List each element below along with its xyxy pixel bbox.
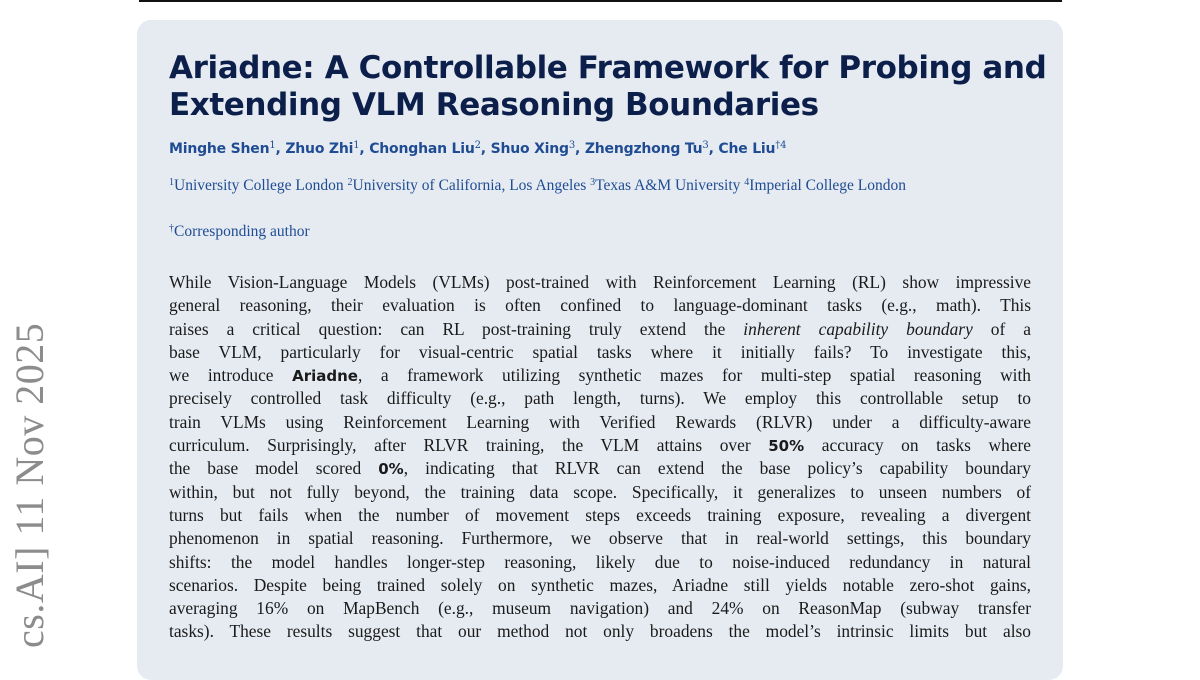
- abstract-emphasis-bold: Ariadne: [292, 367, 358, 386]
- affiliation-mark: 4: [744, 177, 750, 188]
- author-affiliation-mark: †4: [775, 140, 787, 151]
- abstract-text: shifts: the model handles longer-step reasoning, likely due to noise-induced redundancy in natural: [169, 551, 1031, 572]
- abstract-emphasis-bold: 0%: [378, 460, 404, 479]
- corresponding-author-note: [169, 222, 1031, 242]
- author-name[interactable]: Minghe Shen: [169, 141, 270, 157]
- author-affiliation-mark: 2: [474, 140, 481, 151]
- abstract-line: [169, 318, 1031, 341]
- abstract-text: we introduce: [169, 365, 293, 386]
- affiliation-name: University of California, Los Angeles: [352, 177, 587, 194]
- abstract-text: of a: [972, 318, 1031, 339]
- abstract-line: [169, 457, 1031, 480]
- affiliation-mark: 2: [347, 177, 353, 188]
- abstract-line: [169, 294, 1031, 317]
- author-name[interactable]: Zhuo Zhi: [285, 141, 354, 157]
- abstract-text: raises a critical question: can RL post-training truly extend the: [169, 318, 744, 339]
- affiliation-mark: 1: [169, 177, 174, 188]
- author-name[interactable]: Zhengzhong Tu: [584, 141, 703, 157]
- top-rule: [139, 0, 1062, 2]
- abstract-text: train VLMs using Reinforcement Learning with Verified Rewards (RLVR) under a difficulty-aware: [169, 411, 1031, 432]
- abstract-line: [169, 271, 1031, 294]
- abstract-text: accuracy on tasks where: [804, 435, 1032, 456]
- author-name[interactable]: Shuo Xing: [490, 141, 569, 157]
- abstract-text: averaging 16% on MapBench (e.g., museum navigation) and 24% on ReasonMap (subway transfer: [169, 598, 1031, 619]
- abstract-text: tasks). These results suggest that our method not only broadens the model’s intrinsic limits but also: [169, 621, 1031, 642]
- corresponding-mark: †: [169, 223, 174, 234]
- abstract-line: [169, 341, 1031, 364]
- affiliation-name: Imperial College London: [749, 177, 906, 194]
- abstract-line: [169, 481, 1031, 504]
- abstract-text: While Vision-Language Models (VLMs) post-trained with Reinforcement Learning (RL) show impressive: [169, 272, 1031, 292]
- author-affiliation-mark: 1: [353, 140, 360, 151]
- abstract-line: [169, 551, 1031, 574]
- affiliation-name: University College London: [174, 177, 344, 194]
- author-list: Minghe Shen$^1$, Zhuo Zhi$^1$, Chonghan Liu$^2$, Shuo Xing$^3$, Zhengzhong Tu$^3$, Che Liu$^{\dagger 4}$: [169, 140, 787, 157]
- abstract-text: general reasoning, their evaluation is often confined to language-dominant tasks (e.g., math). This: [169, 295, 1031, 316]
- abstract-line: [169, 574, 1031, 597]
- author-affiliation-mark: 1: [269, 140, 276, 151]
- author-affiliation-mark: 3: [702, 140, 709, 151]
- abstract-emphasis-italic: inherent capability boundary: [743, 318, 973, 339]
- abstract-text: , indicating that RLVR can extend the base policy’s capability boundary: [403, 458, 1031, 479]
- abstract-text: turns but fails when the number of movement steps exceeds training exposure, revealing a divergent: [169, 504, 1031, 525]
- paper-title: Ariadne: A Controllable Framework for Probing and Extending VLM Reasoning Boundaries: [169, 50, 1047, 123]
- corresponding-text: Corresponding author: [174, 223, 310, 240]
- abstract-line: [169, 597, 1031, 620]
- abstract-text: within, but not fully beyond, the training data scope. Specifically, it generalizes to unseen numbers of: [169, 481, 1031, 502]
- abstract-line: [169, 620, 1031, 643]
- abstract-text: curriculum. Surprisingly, after RLVR training, the VLM attains over: [169, 435, 769, 456]
- affiliation-name: Texas A&M University: [595, 177, 741, 194]
- affiliation-mark: 3: [590, 177, 596, 188]
- abstract-line: [169, 434, 1031, 457]
- abstract-line: [169, 364, 1031, 387]
- author-affiliation-mark: 3: [568, 140, 576, 151]
- author-name[interactable]: Chonghan Liu: [369, 141, 475, 157]
- abstract-line: [169, 527, 1031, 550]
- abstract-text: scenarios. Despite being trained solely on synthetic mazes, Ariadne still yields notable zero-shot gains,: [169, 574, 1031, 595]
- abstract-line: [169, 504, 1031, 527]
- arxiv-side-stamp: cs.AI] 11 Nov 2025: [7, 322, 52, 648]
- abstract-text: phenomenon in spatial reasoning. Furthermore, we observe that in real-world settings, this boundary: [169, 528, 1031, 549]
- abstract-line: [169, 411, 1031, 434]
- author-name[interactable]: Che Liu: [718, 141, 776, 157]
- abstract-text: base VLM, particularly for visual-centric spatial tasks where it initially fails? To investigate this,: [169, 341, 1031, 362]
- abstract-line: [169, 387, 1031, 410]
- abstract-text: precisely controlled task difficulty (e.g., path length, turns). We employ this controllable setup to: [169, 388, 1031, 409]
- abstract-body: [169, 271, 1031, 644]
- abstract-text: , a framework utilizing synthetic mazes for multi-step spatial reasoning with: [357, 365, 1031, 386]
- abstract-emphasis-bold: 50%: [768, 437, 805, 456]
- abstract-text: the base model scored: [169, 458, 379, 479]
- affiliation-list: [169, 174, 1031, 197]
